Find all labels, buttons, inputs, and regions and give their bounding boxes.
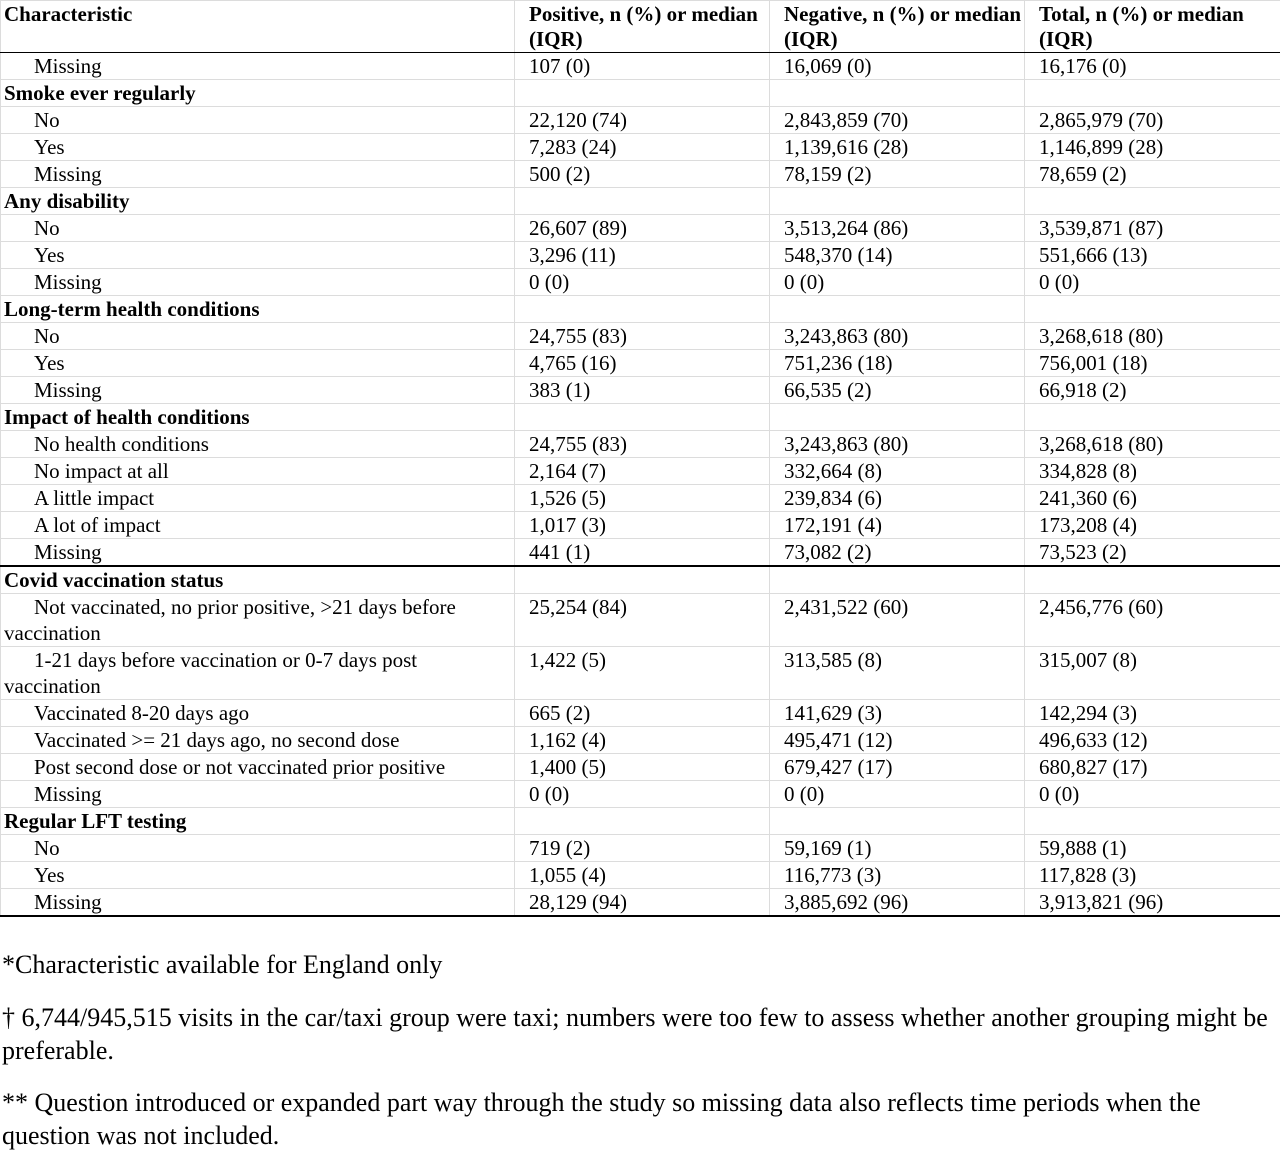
positive-cell: 107 (0) — [515, 53, 770, 80]
table-row — [1, 862, 1280, 889]
footnote-taxi: † 6,744/945,515 visits in the car/taxi group were taxi; numbers were too few to assess whether another grouping might be preferable. — [2, 1003, 1268, 1065]
positive-cell — [515, 566, 770, 594]
total-cell: 2,456,776 (60) — [1025, 594, 1280, 647]
positive-cell: 0 (0) — [515, 269, 770, 296]
negative-cell: 78,159 (2) — [770, 161, 1025, 188]
negative-cell: 0 (0) — [770, 269, 1025, 296]
table-row — [1, 431, 1280, 458]
positive-cell: 719 (2) — [515, 835, 770, 862]
negative-cell: 66,535 (2) — [770, 377, 1025, 404]
table-row — [1, 727, 1280, 754]
characteristic-cell: A lot of impact — [1, 512, 515, 539]
negative-cell — [770, 808, 1025, 835]
section-header-row — [1, 404, 1280, 431]
negative-cell: 751,236 (18) — [770, 350, 1025, 377]
positive-cell — [515, 188, 770, 215]
total-cell: 496,633 (12) — [1025, 727, 1280, 754]
characteristic-cell: Long-term health conditions — [1, 296, 515, 323]
table-row — [1, 269, 1280, 296]
total-cell: 3,268,618 (80) — [1025, 431, 1280, 458]
characteristic-cell: Covid vaccination status — [1, 566, 515, 594]
positive-cell: 1,526 (5) — [515, 485, 770, 512]
negative-cell: 548,370 (14) — [770, 242, 1025, 269]
total-cell: 551,666 (13) — [1025, 242, 1280, 269]
total-cell: 241,360 (6) — [1025, 485, 1280, 512]
characteristic-cell: No — [1, 107, 515, 134]
characteristic-cell: No — [1, 323, 515, 350]
negative-cell: 2,843,859 (70) — [770, 107, 1025, 134]
positive-cell: 665 (2) — [515, 700, 770, 727]
negative-cell: 116,773 (3) — [770, 862, 1025, 889]
footnotes — [2, 948, 1278, 1152]
positive-cell: 2,164 (7) — [515, 458, 770, 485]
characteristic-cell: Missing — [1, 161, 515, 188]
total-cell: 3,539,871 (87) — [1025, 215, 1280, 242]
section-header-row — [1, 566, 1280, 594]
negative-cell: 141,629 (3) — [770, 700, 1025, 727]
characteristic-cell: Missing — [1, 377, 515, 404]
negative-cell: 332,664 (8) — [770, 458, 1025, 485]
footnote-question-introduced: ** Question introduced or expanded part way through the study so missing data also reflects time periods when the question was not included. — [2, 1088, 1201, 1150]
table-row — [1, 377, 1280, 404]
characteristic-cell: A little impact — [1, 485, 515, 512]
total-cell: 117,828 (3) — [1025, 862, 1280, 889]
section-header-row — [1, 808, 1280, 835]
table-row — [1, 889, 1280, 917]
total-cell: 78,659 (2) — [1025, 161, 1280, 188]
total-cell — [1025, 404, 1280, 431]
positive-cell — [515, 404, 770, 431]
positive-cell — [515, 808, 770, 835]
table-row — [1, 835, 1280, 862]
characteristic-cell: Missing — [1, 269, 515, 296]
characteristic-cell: Missing — [1, 781, 515, 808]
positive-cell: 1,422 (5) — [515, 647, 770, 700]
footnote-england-only: *Characteristic available for England only — [2, 950, 443, 979]
characteristic-cell: Missing — [1, 539, 515, 567]
positive-cell: 0 (0) — [515, 781, 770, 808]
table-row — [1, 754, 1280, 781]
table-row — [1, 107, 1280, 134]
positive-cell: 4,765 (16) — [515, 350, 770, 377]
total-cell: 0 (0) — [1025, 781, 1280, 808]
total-cell — [1025, 808, 1280, 835]
negative-cell: 3,243,863 (80) — [770, 323, 1025, 350]
table-body — [1, 53, 1280, 917]
header-characteristic: Characteristic — [1, 1, 515, 53]
positive-cell: 500 (2) — [515, 161, 770, 188]
positive-cell: 383 (1) — [515, 377, 770, 404]
section-header-row — [1, 188, 1280, 215]
total-cell: 73,523 (2) — [1025, 539, 1280, 567]
negative-cell: 239,834 (6) — [770, 485, 1025, 512]
total-cell: 0 (0) — [1025, 269, 1280, 296]
section-header-row — [1, 80, 1280, 107]
characteristic-cell: No — [1, 215, 515, 242]
total-cell: 3,268,618 (80) — [1025, 323, 1280, 350]
table-row — [1, 53, 1280, 80]
table-row — [1, 242, 1280, 269]
total-cell: 142,294 (3) — [1025, 700, 1280, 727]
negative-cell: 172,191 (4) — [770, 512, 1025, 539]
negative-cell — [770, 566, 1025, 594]
characteristic-cell: Missing — [1, 889, 515, 917]
positive-cell: 24,755 (83) — [515, 323, 770, 350]
characteristic-cell: Regular LFT testing — [1, 808, 515, 835]
total-cell — [1025, 80, 1280, 107]
table-row — [1, 215, 1280, 242]
table-row — [1, 323, 1280, 350]
characteristic-cell: Missing — [1, 53, 515, 80]
characteristic-cell: No — [1, 835, 515, 862]
header-row — [1, 1, 1280, 53]
positive-cell: 1,017 (3) — [515, 512, 770, 539]
table-row — [1, 781, 1280, 808]
positive-cell: 1,055 (4) — [515, 862, 770, 889]
characteristic-cell: Impact of health conditions — [1, 404, 515, 431]
table-row — [1, 161, 1280, 188]
characteristic-cell: Not vaccinated, no prior positive, >21 days before vaccination — [1, 594, 515, 647]
negative-cell — [770, 188, 1025, 215]
negative-cell: 313,585 (8) — [770, 647, 1025, 700]
total-cell: 334,828 (8) — [1025, 458, 1280, 485]
total-cell: 59,888 (1) — [1025, 835, 1280, 862]
table-row — [1, 458, 1280, 485]
total-cell: 1,146,899 (28) — [1025, 134, 1280, 161]
characteristic-cell: Post second dose or not vaccinated prior positive — [1, 754, 515, 781]
negative-cell: 59,169 (1) — [770, 835, 1025, 862]
positive-cell: 3,296 (11) — [515, 242, 770, 269]
positive-cell — [515, 80, 770, 107]
characteristic-cell: 1-21 days before vaccination or 0-7 days post vaccination — [1, 647, 515, 700]
table-row — [1, 594, 1280, 647]
characteristic-cell: Yes — [1, 862, 515, 889]
table-row — [1, 512, 1280, 539]
negative-cell: 0 (0) — [770, 781, 1025, 808]
characteristic-cell: Yes — [1, 134, 515, 161]
characteristic-cell: Yes — [1, 350, 515, 377]
table-row — [1, 350, 1280, 377]
positive-cell: 26,607 (89) — [515, 215, 770, 242]
characteristic-cell: Any disability — [1, 188, 515, 215]
table-row — [1, 539, 1280, 567]
negative-cell: 1,139,616 (28) — [770, 134, 1025, 161]
positive-cell: 441 (1) — [515, 539, 770, 567]
negative-cell: 16,069 (0) — [770, 53, 1025, 80]
characteristic-cell: Smoke ever regularly — [1, 80, 515, 107]
total-cell — [1025, 566, 1280, 594]
table-row — [1, 700, 1280, 727]
total-cell: 16,176 (0) — [1025, 53, 1280, 80]
characteristic-cell: Vaccinated 8-20 days ago — [1, 700, 515, 727]
negative-cell: 495,471 (12) — [770, 727, 1025, 754]
positive-cell — [515, 296, 770, 323]
negative-cell — [770, 296, 1025, 323]
negative-cell: 679,427 (17) — [770, 754, 1025, 781]
total-cell: 315,007 (8) — [1025, 647, 1280, 700]
table-row — [1, 647, 1280, 700]
characteristic-cell: Vaccinated >= 21 days ago, no second dose — [1, 727, 515, 754]
characteristic-cell: Yes — [1, 242, 515, 269]
total-cell: 680,827 (17) — [1025, 754, 1280, 781]
positive-cell: 1,162 (4) — [515, 727, 770, 754]
total-cell: 66,918 (2) — [1025, 377, 1280, 404]
characteristic-cell: No health conditions — [1, 431, 515, 458]
section-header-row — [1, 296, 1280, 323]
negative-cell: 73,082 (2) — [770, 539, 1025, 567]
negative-cell: 2,431,522 (60) — [770, 594, 1025, 647]
total-cell — [1025, 296, 1280, 323]
negative-cell: 3,513,264 (86) — [770, 215, 1025, 242]
negative-cell — [770, 80, 1025, 107]
total-cell: 3,913,821 (96) — [1025, 889, 1280, 917]
negative-cell: 3,243,863 (80) — [770, 431, 1025, 458]
positive-cell: 24,755 (83) — [515, 431, 770, 458]
characteristic-cell: No impact at all — [1, 458, 515, 485]
header-positive: Positive, n (%) or median (IQR) — [515, 1, 770, 53]
total-cell: 173,208 (4) — [1025, 512, 1280, 539]
positive-cell: 22,120 (74) — [515, 107, 770, 134]
header-negative: Negative, n (%) or median (IQR) — [770, 1, 1025, 53]
total-cell: 756,001 (18) — [1025, 350, 1280, 377]
total-cell — [1025, 188, 1280, 215]
positive-cell: 7,283 (24) — [515, 134, 770, 161]
positive-cell: 25,254 (84) — [515, 594, 770, 647]
table-row — [1, 485, 1280, 512]
header-total: Total, n (%) or median (IQR) — [1025, 1, 1280, 53]
negative-cell — [770, 404, 1025, 431]
table-row — [1, 134, 1280, 161]
total-cell: 2,865,979 (70) — [1025, 107, 1280, 134]
negative-cell: 3,885,692 (96) — [770, 889, 1025, 917]
positive-cell: 1,400 (5) — [515, 754, 770, 781]
positive-cell: 28,129 (94) — [515, 889, 770, 917]
